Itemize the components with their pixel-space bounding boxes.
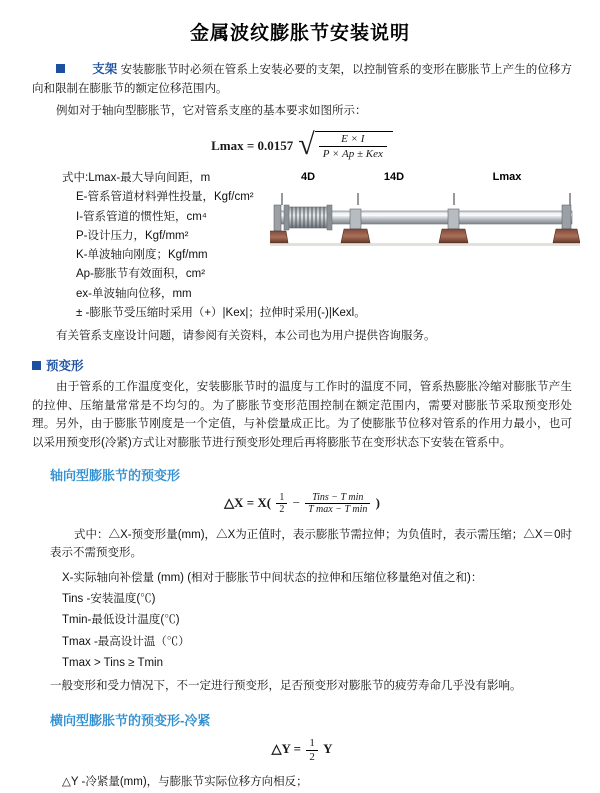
frac-denominator: 2: [279, 504, 285, 515]
section-bracket-para2: 例如对于轴向型膨胀节，它对管系支座的基本要求如图所示：: [56, 105, 367, 118]
page-title: 金属波纹膨胀节安装说明: [189, 23, 410, 44]
consult-note: 有关管系支座设计问题，请参阅有关资料，本公司也为用户提供咨询服务。: [56, 330, 436, 343]
blue-square-icon: [32, 361, 41, 370]
frac-denominator: T max − T min: [308, 504, 368, 515]
legend-item: 式中:Lmax-最大导向间距，m: [62, 171, 211, 184]
equation-axial-minus: −: [292, 494, 300, 510]
equation-lateral-frac: [306, 737, 318, 763]
frac-numerator: 1: [306, 737, 318, 751]
legend-item: K-单波轴向刚度；Kgf/mm: [76, 249, 208, 262]
axial-note-2: 一般变形和受力情况下，不一定进行预变形，足否预变形对膨胀节的疲劳寿命几乎没有影响。: [50, 680, 522, 693]
document-page: [0, 18, 600, 789]
subsection-lateral-heading: 横向型膨胀节的预变形-冷紧: [50, 712, 211, 728]
legend-item: Ap-膨胀节有效面积，cm²: [76, 268, 206, 281]
equation-lateral: [32, 737, 572, 763]
bellows-icon: [284, 205, 332, 230]
equation-axial-frac1: [276, 492, 287, 516]
section-predeform-para: 由于管系的工作温度变化，安装膨胀节时的温度与工作时的温度不同，管系热膨胀冷缩对膨胀节产生的拉伸、压缩量常常是不均匀的。为了膨胀节变形范围控制在额定范围内，需要对膨胀节采取预变形处理。另外，由于膨胀节刚度是一个定值，与补偿量成正比。为了使膨胀节位移对管系的作用力最小，也可以采用预变形(冷紧)方式让对膨胀节进行预变形处理后再将膨胀节在变形状态下安装在管系中。: [32, 381, 572, 449]
equation-lateral-lhs: △Y =: [271, 741, 302, 757]
legend-item: P-设计压力，Kgf/mm²: [76, 229, 189, 242]
blue-square-icon: [56, 64, 65, 73]
axial-item: X-实际轴向补偿量 (mm) (相对于膨胀节中间状态的拉伸和压缩位移量绝对值之和)：: [62, 571, 483, 584]
equation-axial-rhs: ): [375, 494, 380, 510]
figure-label-14d: 14D: [383, 170, 405, 183]
equation-axial: [32, 492, 572, 516]
section-bracket-text: 安装膨胀节时必须在管系上安装必要的支架，以控制管系的变形在膨胀节上产生的位移方向和限制在膨胀节的额定位移范围内。: [32, 64, 572, 95]
frac-numerator: 1: [276, 492, 287, 505]
section-bracket-para1: [32, 59, 572, 98]
legend-item: E-管系管道材料弹性投量，Kgf/cm²: [76, 191, 254, 204]
frac-denominator: 2: [309, 750, 315, 763]
formula-lmax: [32, 127, 572, 161]
equation-axial-lhs: △X = X(: [224, 494, 272, 510]
axial-item: Tins -安装温度(℃): [62, 593, 156, 606]
legend-item: ± -膨胀节受压缩时采用（+）|Kex|；拉伸时采用(-)|Kexl。: [76, 307, 366, 320]
equation-axial-frac2: [305, 492, 370, 516]
document-content: [0, 59, 600, 793]
subsection-axial-heading: 轴向型膨胀节的预变形: [50, 467, 181, 483]
formula-lmax-lhs: Lmax = 0.0157: [211, 137, 294, 153]
figure-label-lmax: Lmax: [492, 170, 522, 183]
section-predeform-heading-row: [32, 356, 572, 374]
equation-lateral-rhs: Y: [323, 741, 333, 757]
axial-item: Tmax > Tins ≥ Tmin: [62, 657, 163, 669]
legend-item: ex-单波轴向位移，mm: [76, 287, 192, 300]
radical-sign-icon: √: [298, 127, 315, 161]
frac-numerator: Tins − T min: [305, 492, 370, 505]
section-predeform-heading: 预变形: [46, 359, 84, 373]
figure-label-4d: 4D: [300, 170, 316, 183]
figure-axial-layout: [270, 165, 580, 277]
axial-note-1: 式中：△X-预变形量(mm)，△X为正值时，表示膨胀节需拉伸；为负值时，表示需压缩；△X＝0时表示不需预变形。: [50, 528, 572, 560]
lateral-note: △Y -冷紧量(mm)，与膨胀节实际位移方向相反；: [62, 776, 308, 789]
formula-numerator: E × I: [319, 133, 387, 147]
section-bracket-heading: 支架: [92, 62, 118, 76]
axial-items-list: [32, 569, 572, 674]
axial-item: Tmin-最低设计温度(℃): [62, 614, 180, 627]
formula-denominator: P × Ap ± Kex: [322, 147, 383, 160]
formula-lmax-radical: [298, 127, 393, 161]
legend-item: I-管系管道的惯性矩，cm⁴: [76, 210, 207, 223]
axial-item: Tmax -最高设计温（℃）: [62, 635, 190, 648]
